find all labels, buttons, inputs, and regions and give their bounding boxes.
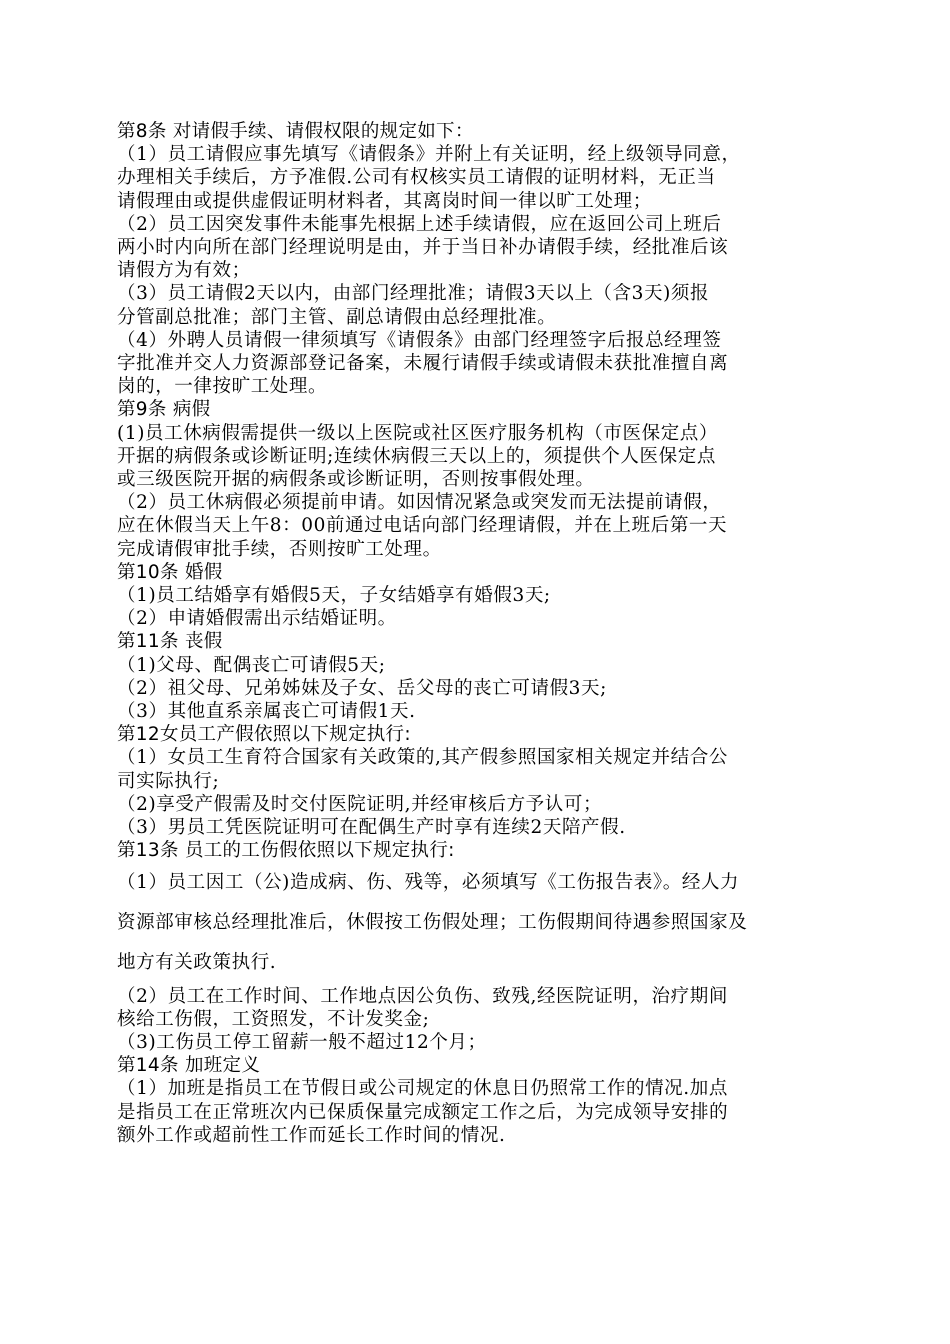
- paragraph-line: 是指员工在正常班次内已保质保量完成额定工作之后，为完成领导安排的: [117, 1101, 729, 1123]
- paragraph-line: 请假理由或提供虚假证明材料者，其离岗时间一律以旷工处理；: [117, 190, 652, 212]
- paragraph-line: 岗的，一律按旷工处理。: [117, 376, 328, 398]
- paragraph-line: （1）加班是指员工在节假日或公司规定的休息日仍照常工作的情况.加点: [117, 1078, 728, 1100]
- section-title: 加班定义: [184, 1055, 261, 1077]
- section-10: [117, 561, 842, 631]
- paragraph-line: (1)员工休病假需提供一级以上医院或社区医疗服务机构（市医保定点）: [117, 422, 719, 444]
- paragraph-line: （2）祖父母、兄弟姊妹及子女、岳父母的丧亡可请假3天;: [117, 677, 607, 699]
- paragraph-line: 分管副总批准；部门主管、副总请假由总经理批准。: [117, 306, 557, 328]
- paragraph-line: （2)享受产假需及时交付医院证明,并经审核后方予认可；: [117, 793, 603, 815]
- paragraph-line: （1）员工因工（公)造成病、伤、残等，必须填写《工伤报告表》。经人力: [117, 871, 740, 893]
- section-label: 第14条: [117, 1055, 179, 1077]
- section-label: 第9条: [117, 399, 167, 421]
- paragraph-line: 额外工作或超前性工作而延长工作时间的情况.: [117, 1124, 506, 1146]
- paragraph-line: 开据的病假条或诊断证明;连续休病假三天以上的，须提供个人医保定点: [117, 445, 716, 467]
- section-12: [117, 723, 842, 839]
- paragraph-line: （1)员工结婚享有婚假5天，子女结婚享有婚假3天;: [117, 585, 551, 607]
- section-14: [117, 1054, 842, 1147]
- section-heading: [117, 1054, 842, 1077]
- paragraph-line: 完成请假审批手续，否则按旷工处理。: [117, 538, 442, 560]
- section-heading: [117, 398, 842, 421]
- section-13: [117, 839, 842, 1054]
- paragraph-line: （2）员工因突发事件未能事先根据上述手续请假，应在返回公司上班后: [117, 213, 722, 235]
- section-label: 第12女员工产假依照以下规定执行:: [117, 724, 411, 746]
- document-page: [117, 120, 842, 1147]
- paragraph-line: 字批准并交人力资源部登记备案，未履行请假手续或请假未获批准擅自离: [117, 353, 729, 375]
- section-8: [117, 120, 842, 398]
- section-title: 员工的工伤假依照以下规定执行:: [184, 840, 455, 862]
- paragraph-line: 请假方为有效；: [117, 260, 251, 282]
- paragraph-line: 两小时内向所在部门经理说明是由，并于当日补办请假手续，经批准后该: [117, 237, 729, 259]
- section-label: 第11条: [117, 631, 179, 653]
- paragraph-line: （4）外聘人员请假一律须填写《请假条》由部门经理签字后报总经理签: [117, 329, 722, 351]
- section-label: 第10条: [117, 561, 179, 583]
- section-heading: [117, 839, 842, 862]
- paragraph-line: （3）男员工凭医院证明可在配偶生产时享有连续2天陪产假.: [117, 817, 626, 839]
- paragraph-line: （1）女员工生育符合国家有关政策的,其产假参照国家相关规定并结合公: [117, 747, 728, 769]
- paragraph-line: （2）员工休病假必须提前申请。如因情况紧急或突发而无法提前请假，: [117, 492, 722, 514]
- section-title: 对请假手续、请假权限的规定如下：: [172, 121, 474, 142]
- paragraph-line: （3）其他直系亲属丧亡可请假1天.: [117, 701, 416, 723]
- paragraph-line: 核给工伤假，工资照发，不计发奖金;: [117, 1008, 430, 1030]
- section-heading: [117, 630, 842, 653]
- paragraph-line: 地方有关政策执行.: [117, 951, 277, 973]
- section-11: [117, 630, 842, 723]
- section-heading: [117, 723, 842, 746]
- section-heading: [117, 561, 842, 584]
- section-title: 丧假: [184, 631, 223, 653]
- section-label: 第8条: [117, 121, 167, 142]
- paragraph-line: 资源部审核总经理批准后，休假按工伤假处理；工伤假期间待遇参照国家及: [117, 911, 748, 933]
- section-title: 病假: [172, 399, 211, 421]
- section-heading: [117, 120, 842, 143]
- paragraph-line: 司实际执行;: [117, 770, 220, 792]
- paragraph-line: （2）申请婚假需出示结婚证明。: [117, 608, 397, 630]
- section-9: [117, 398, 842, 560]
- paragraph-line: （1）员工请假应事先填写《请假条》并附上有关证明，经上级领导同意，: [117, 144, 741, 166]
- paragraph-line: 办理相关手续后，方予准假.公司有权核实员工请假的证明材料，无正当: [117, 167, 716, 189]
- paragraph-line: （1)父母、配偶丧亡可请假5天;: [117, 654, 386, 676]
- paragraph-line: 应在休假当天上午8：00前通过电话向部门经理请假，并在上班后第一天: [117, 515, 728, 537]
- section-title: 婚假: [184, 561, 223, 583]
- paragraph-line: 或三级医院开据的病假条或诊断证明，否则按事假处理。: [117, 469, 595, 491]
- section-label: 第13条: [117, 840, 179, 862]
- paragraph-line: （3）员工请假2天以内，由部门经理批准；请假3天以上（含3天)须报: [117, 283, 710, 305]
- paragraph-line: （2）员工在工作时间、工作地点因公负伤、致残,经医院证明，治疗期间: [117, 985, 728, 1007]
- paragraph-line: （3)工伤员工停工留薪一般不超过12个月；: [117, 1031, 487, 1053]
